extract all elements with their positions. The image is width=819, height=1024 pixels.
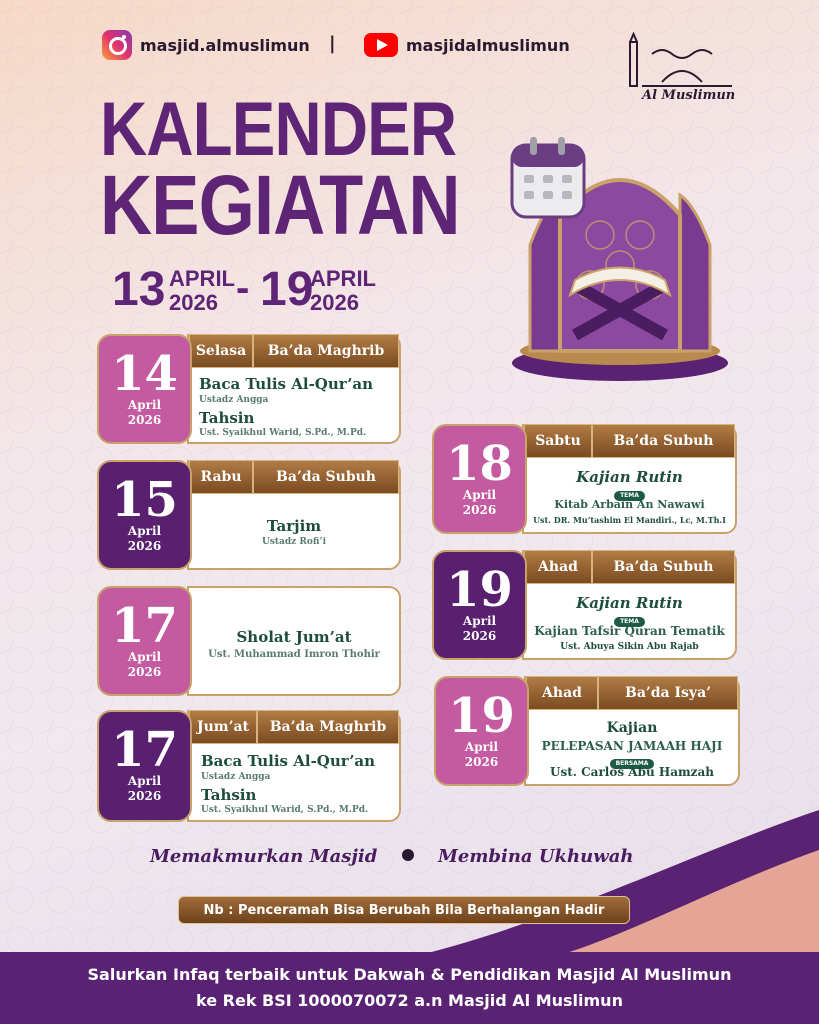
event-card-19-isya (434, 676, 740, 786)
theme-badge: TEMA (614, 491, 645, 501)
event-card-17-maghrib (97, 710, 401, 822)
event-speaker: Ust. Muhammad Imron Thohir (208, 649, 380, 660)
event-time: Ba’da Subuh (592, 424, 735, 458)
event-title-2: Tahsin (201, 786, 257, 804)
theme-badge: TEMA (614, 617, 645, 627)
event-day: 19 (446, 562, 513, 618)
event-time: Ba’da Subuh (592, 550, 735, 584)
event-month: April (127, 524, 162, 538)
event-theme: Kajian Tafsir Quran Tematik (534, 624, 725, 638)
event-title: Kajian Rutin (576, 468, 683, 486)
start-year: 2026 (169, 290, 218, 315)
event-date (432, 424, 527, 534)
event-card-19-subuh (432, 550, 737, 660)
event-date (97, 710, 192, 822)
event-date (97, 460, 192, 570)
instagram-link[interactable] (102, 28, 310, 62)
event-year: 2026 (462, 629, 497, 643)
event-speaker: Ustadz Rofi’i (261, 537, 327, 547)
event-weekday: Sabtu (524, 424, 592, 458)
logo-text: Al Muslimun (642, 88, 736, 103)
youtube-link[interactable] (364, 28, 570, 62)
event-month: April (127, 398, 162, 412)
event-speaker: Ustadz Angga (199, 395, 269, 405)
event-year: 2026 (127, 665, 162, 679)
event-title: Kajian Rutin (576, 594, 683, 612)
event-year: 2026 (464, 755, 499, 769)
event-month: April (464, 740, 499, 754)
start-day: 13 (112, 263, 166, 316)
footer-line-1: Salurkan Infaq terbaik untuk Dakwah & Pendidikan Masjid Al Muslimun (87, 965, 732, 984)
footer-banner (0, 952, 819, 1024)
event-year: 2026 (127, 413, 162, 427)
event-year: 2026 (462, 503, 497, 517)
end-month: APRIL (310, 266, 376, 291)
event-time: Ba’da Maghrib (257, 710, 399, 744)
date-range-dash: - (236, 266, 250, 310)
event-speaker: Ust. Abuya Sikin Abu Rajab (560, 642, 699, 652)
event-month: April (127, 650, 162, 664)
event-speaker: Ustadz Angga (201, 772, 271, 782)
slogan-1: Memakmurkan Masjid (150, 846, 378, 867)
event-day: 17 (111, 722, 178, 778)
event-weekday: Selasa (189, 334, 253, 368)
event-date (434, 676, 529, 786)
event-weekday: Ahad (524, 550, 592, 584)
with-badge: BERSAMA (610, 759, 655, 769)
event-speaker-2: Ust. Syaikhul Warid, S.Pd., M.Pd. (201, 805, 369, 815)
event-speaker: Ust. Carlos Abu Hamzah (550, 765, 714, 779)
event-day: 19 (448, 688, 515, 744)
event-card-17-jumat (97, 586, 401, 696)
event-date (432, 550, 527, 660)
event-date (97, 334, 192, 444)
event-speaker-2: Ust. Syaikhul Warid, S.Pd., M.Pd. (199, 428, 367, 438)
event-title: Tarjim (266, 517, 322, 535)
event-month: April (462, 488, 497, 502)
instagram-icon (102, 30, 132, 60)
event-year: 2026 (127, 789, 162, 803)
event-time: Ba’da Maghrib (253, 334, 399, 368)
event-title-2: Tahsin (199, 409, 255, 427)
end-year: 2026 (310, 290, 359, 315)
note-banner: Nb : Penceramah Bisa Berubah Bila Berhalangan Hadir (178, 896, 630, 924)
slogan-2: Membina Ukhuwah (438, 846, 634, 867)
footer-line-2: ke Rek BSI 1000070072 a.n Masjid Al Muslimun (196, 991, 623, 1010)
event-theme: Kitab Arbain An Nawawi (554, 498, 705, 511)
event-weekday: Ahad (526, 676, 598, 710)
event-month: April (462, 614, 497, 628)
event-card-14 (97, 334, 401, 444)
event-time: Ba’da Isya’ (598, 676, 738, 710)
event-day: 15 (111, 472, 178, 528)
event-time: Ba’da Subuh (253, 460, 399, 494)
mosque-logo (622, 32, 737, 110)
start-month: APRIL (169, 266, 235, 291)
event-card-15 (97, 460, 401, 570)
end-day: 19 (260, 263, 314, 316)
event-title: Baca Tulis Al-Qur’an (201, 752, 376, 770)
event-day: 18 (446, 436, 513, 492)
event-title: Sholat Jum’at (236, 628, 352, 646)
event-weekday: Jum’at (189, 710, 257, 744)
event-day: 14 (111, 346, 178, 402)
youtube-icon (364, 33, 398, 57)
title-line-2: KEGIATAN (100, 158, 460, 252)
title-line-1: KALENDER (100, 87, 457, 172)
event-card-18 (432, 424, 737, 534)
event-title: Kajian (606, 720, 658, 736)
header-separator: | (329, 33, 336, 54)
event-title: Baca Tulis Al-Qur’an (199, 375, 374, 393)
quran-stand-illustration (500, 135, 740, 385)
youtube-handle: masjidalmuslimun (406, 35, 570, 55)
event-month: April (127, 774, 162, 788)
event-theme: PELEPASAN JAMAAH HAJI (541, 739, 723, 753)
event-year: 2026 (127, 539, 162, 553)
mosque-icon (622, 32, 737, 92)
instagram-handle: masjid.almuslimun (140, 35, 310, 55)
slogan-separator-dot (402, 849, 414, 861)
event-weekday: Rabu (189, 460, 253, 494)
event-date (97, 586, 192, 696)
event-day: 17 (111, 598, 178, 654)
event-speaker: Ust. DR. Mu’tashim El Mandiri., Lc, M.Th.I (533, 515, 726, 525)
